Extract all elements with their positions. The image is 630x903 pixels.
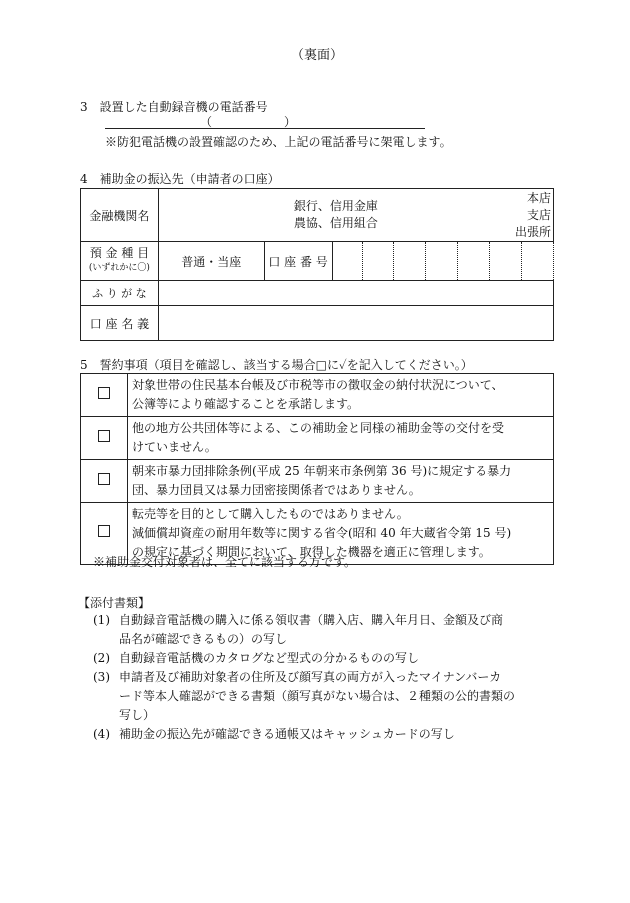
pledge-checkbox-3[interactable]	[81, 460, 128, 503]
bank-account-table	[80, 188, 554, 341]
section5-heading: 5 誓約事項（項目を確認し、該当する場合□に✓を記入してください。）	[80, 358, 473, 372]
attachment-item-2	[93, 649, 419, 668]
checkbox-icon[interactable]	[98, 430, 110, 442]
pledge-text-2	[128, 417, 554, 460]
bank-name-field[interactable]	[158, 189, 553, 242]
pledge-4-line-3: の規定に基づく期間において、取得した機器を適正に管理します。	[132, 545, 491, 559]
account-digit-2[interactable]	[363, 242, 394, 281]
attachment-3-line-2: ード等本人確認ができる書類（顔写真がない場合は、２種類の公的書類の	[119, 689, 516, 703]
pledge-text-3	[128, 460, 554, 503]
account-number-label: 口 座 番 号	[264, 242, 332, 281]
attachment-1-line-1: 自動録音電話機の購入に係る領収書（購入店、購入年月日、金額及び商	[119, 613, 504, 627]
account-type-row	[81, 242, 554, 281]
account-type-label: 預 金 種 目	[89, 246, 150, 260]
checkbox-icon[interactable]	[98, 525, 110, 537]
attachments-heading: 【添付書類】	[78, 596, 151, 610]
phone-area-code-parens: （ ）	[200, 115, 297, 129]
pledge-row	[81, 374, 554, 417]
account-type-label-cell	[81, 242, 159, 281]
checkbox-icon[interactable]	[98, 473, 110, 485]
section4-heading: 4 補助金の振込先（申請者の口座）	[80, 172, 280, 186]
pledge-checkbox-2[interactable]	[81, 417, 128, 460]
bank-name-label: 金融機関名	[81, 189, 159, 242]
furigana-field[interactable]	[158, 281, 553, 306]
pledge-3-line-1: 朝来市暴力団排除条例(平成 25 年朝来市条例第 36 号)に規定する暴力	[132, 464, 512, 478]
pledge-2-line-1: 他の地方公共団体等による、この補助金と同様の補助金等の交付を受	[132, 421, 505, 435]
branch-type-office: 出張所	[514, 225, 551, 239]
account-holder-label: 口 座 名 義	[81, 306, 159, 341]
pledge-4-line-1: 転売等を目的として購入したものではありません。	[132, 507, 409, 521]
pledge-row	[81, 460, 554, 503]
attachment-item-3	[93, 668, 515, 725]
pledge-2-line-2: けていません。	[132, 440, 217, 454]
account-type-note: (いずれかに〇)	[88, 263, 150, 273]
attachment-3-line-1: 申請者及び補助対象者の住所及び顔写真の両方が入ったマイナンバーカ	[119, 670, 502, 684]
account-digit-7[interactable]	[522, 242, 554, 281]
pledge-4-line-2: 減価償却資産の耐用年数等に関する省令(昭和 40 年大蔵省令第 15 号)	[132, 526, 512, 540]
pledge-1-line-1: 対象世帯の住民基本台帳及び市税等市の徴収金の納付状況について、	[132, 378, 504, 392]
account-digit-3[interactable]	[394, 242, 426, 281]
attachment-num-1: (1)	[93, 613, 110, 627]
pledge-1-line-2: 公簿等により確認することを承諾します。	[132, 397, 360, 411]
bank-types-line2: 農協、信用組合	[293, 216, 378, 230]
pledge-row	[81, 417, 554, 460]
account-digit-4[interactable]	[426, 242, 458, 281]
attachment-num-2: (2)	[93, 651, 110, 665]
account-holder-field[interactable]	[158, 306, 553, 341]
attachment-4-line-1: 補助金の振込先が確認できる通帳又はキャッシュカードの写し	[119, 727, 455, 741]
account-type-value[interactable]: 普通・当座	[158, 242, 264, 281]
checkbox-icon[interactable]	[98, 387, 110, 399]
attachment-num-3: (3)	[93, 670, 110, 684]
section3-heading: 3 設置した自動録音機の電話番号	[80, 100, 268, 114]
page-title: （裏面）	[291, 48, 344, 63]
attachment-1-line-2: 品名が確認できるもの）の写し	[119, 632, 288, 646]
account-holder-row	[81, 306, 554, 341]
pledge-table	[80, 373, 554, 565]
pledge-checkbox-1[interactable]	[81, 374, 128, 417]
attachment-item-1	[93, 611, 503, 649]
branch-type-main: 本店	[526, 191, 551, 205]
bank-name-row	[81, 189, 554, 242]
attachment-item-4	[93, 725, 455, 744]
attachment-2-line-1: 自動録音電話機のカタログなど型式の分かるものの写し	[119, 651, 420, 665]
phone-number-line	[105, 113, 425, 129]
branch-type-branch: 支店	[526, 208, 551, 222]
pledge-text-1	[128, 374, 554, 417]
attachment-num-4: (4)	[93, 727, 110, 741]
account-digit-1[interactable]	[332, 242, 363, 281]
bank-types-line1: 銀行、信用金庫	[293, 199, 378, 213]
section5-note: ※補助金交付対象者は、全てに該当する方です。	[93, 555, 357, 569]
attachment-3-line-3: 写し）	[119, 708, 156, 722]
furigana-label: ふ り が な	[81, 281, 159, 306]
account-digit-5[interactable]	[458, 242, 490, 281]
account-digit-6[interactable]	[490, 242, 522, 281]
furigana-row	[81, 281, 554, 306]
pledge-3-line-2: 団、暴力団員又は暴力団密接関係者ではありません。	[132, 483, 421, 497]
section3-note: ※防犯電話機の設置確認のため、上記の電話番号に架電します。	[105, 135, 452, 149]
